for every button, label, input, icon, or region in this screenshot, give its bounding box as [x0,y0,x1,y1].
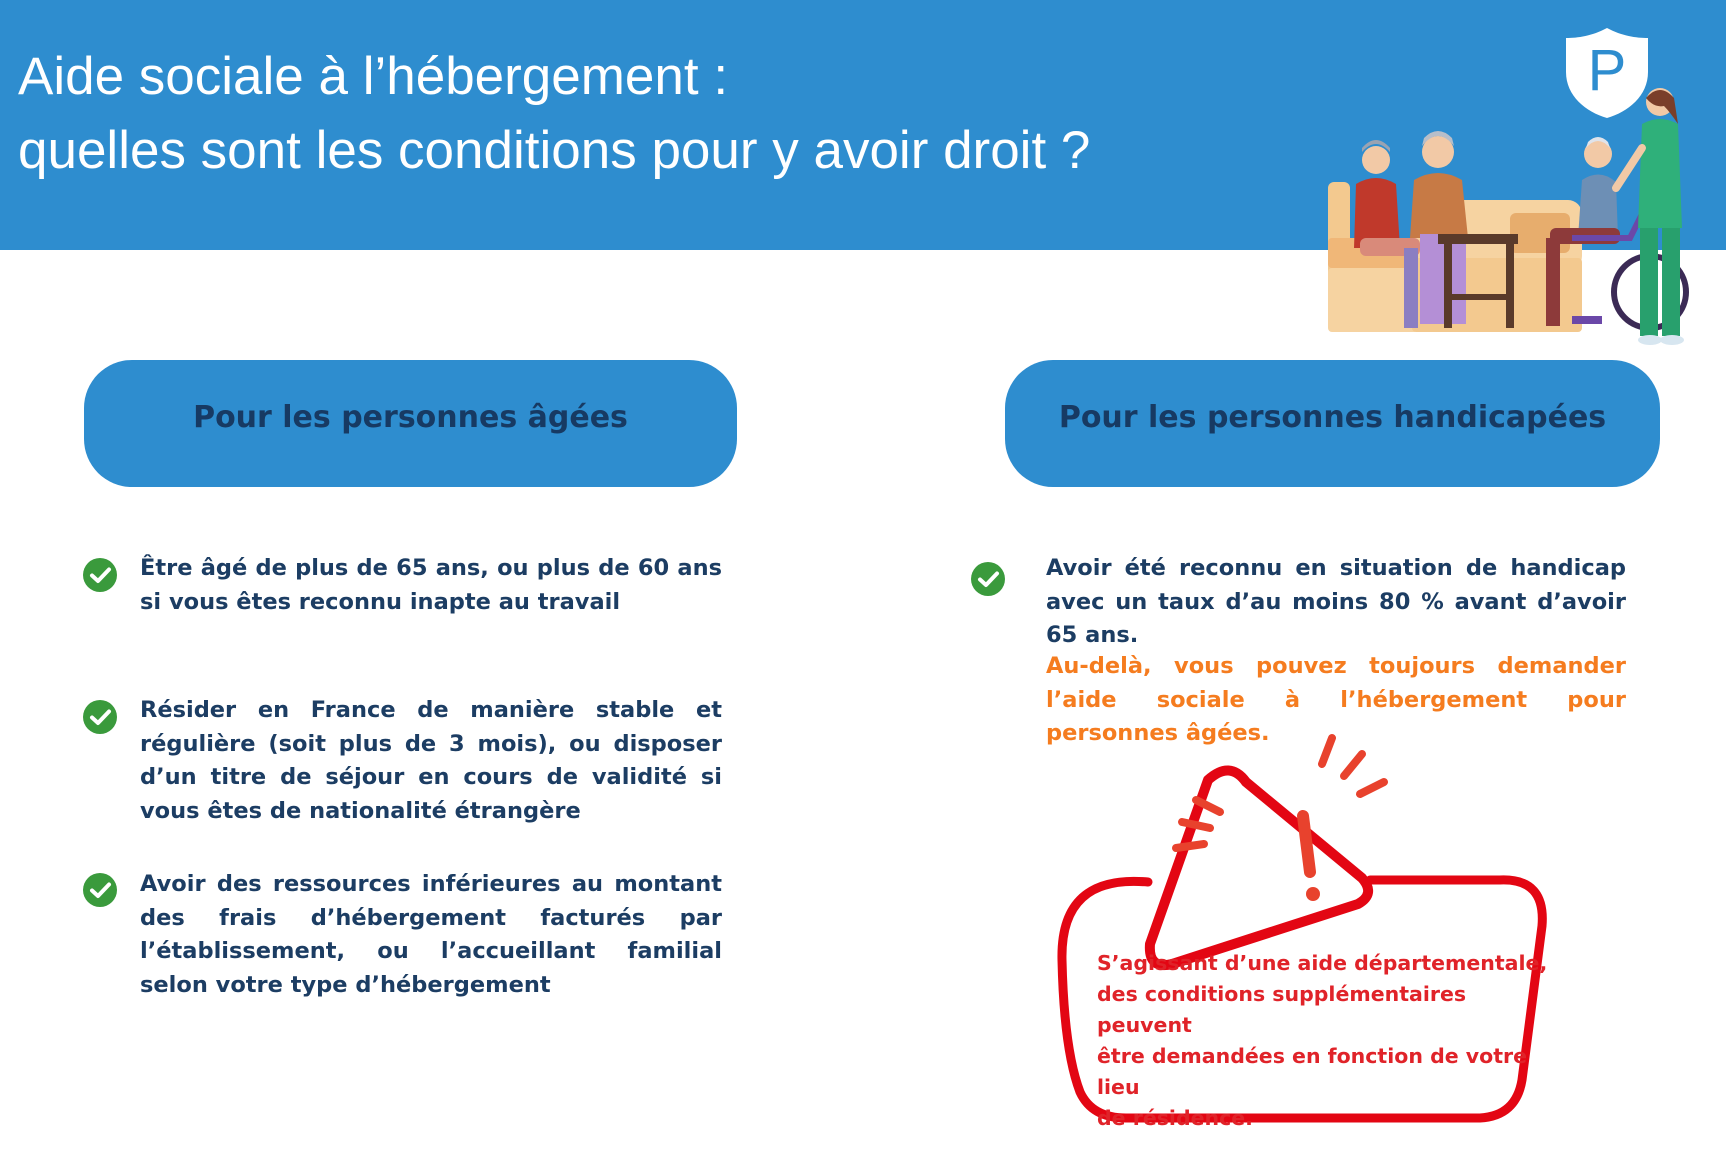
elderly-fallback-note: Au-delà, vous pouvez toujours demander l’aide sociale à l’hébergement pour personnes âgées. [1046,653,1626,746]
check-icon [971,562,1005,596]
condition-handicap-rate: Avoir été reconnu en situation de handicap avec un taux d’au moins 80 % avant d’avoir 65 ans. [1046,555,1626,648]
title-line-1: Aide sociale à l’hébergement : [18,47,729,106]
care-home-illustration [1320,88,1710,350]
condition-residence: Résider en France de manière stable et régulière (soit plus de 3 mois), ou disposer d’un titre de séjour en cours de validité si vous êtes de nationalité étrangère [140,697,722,824]
check-icon [83,873,117,907]
check-icon [83,700,117,734]
title-line-2: quelles sont les conditions pour y avoir droit ? [18,121,1091,180]
heading-elderly: Pour les personnes âgées [84,360,737,487]
page-title [18,40,1090,188]
condition-age: Être âgé de plus de 65 ans, ou plus de 60 ans si vous êtes reconnu inapte au travail [140,555,722,615]
logo-letter: P [1587,38,1627,103]
alert-message: S’agissant d’une aide départementale, des conditions supplémentaires peuvent être demandées en fonction de votre lieu de résidence. [1097,951,1548,1130]
heading-disabled: Pour les personnes handicapées [1005,360,1660,487]
condition-resources: Avoir des ressources inférieures au montant des frais d’hébergement facturés par l’établissement, ou l’accueillant familial selon votre type d’hébergement [140,871,722,998]
check-icon [83,558,117,592]
